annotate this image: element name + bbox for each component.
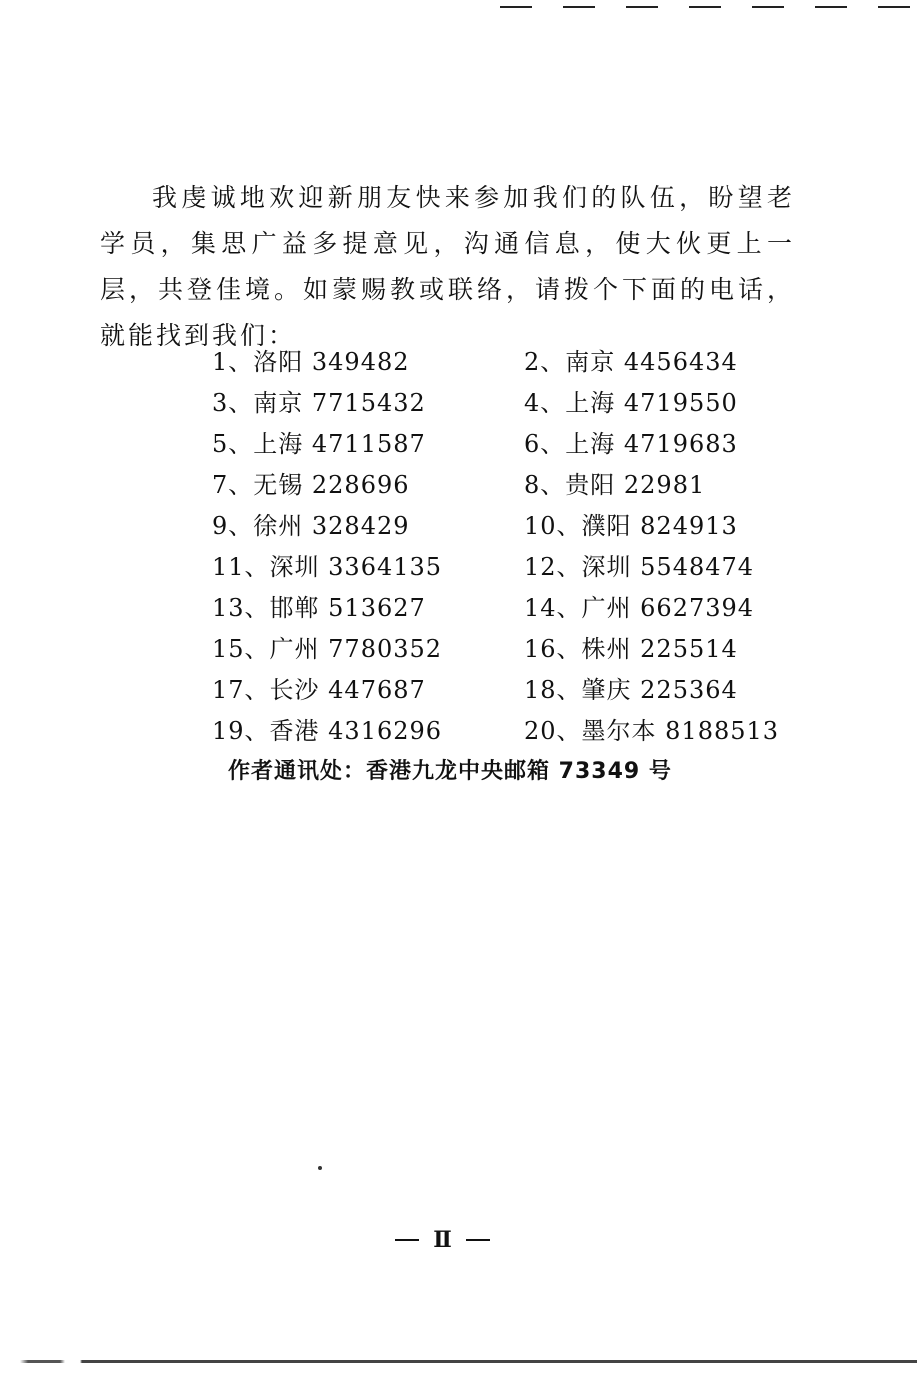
phone-entry: 16、株州 225514 [524, 635, 738, 663]
phone-entry: 12、深圳 5548474 [524, 553, 755, 581]
edge-dash [500, 6, 532, 8]
phone-entry: 1、洛阳 349482 [212, 348, 410, 376]
phone-entry: 4、上海 4719550 [524, 389, 738, 417]
edge-dash [563, 6, 595, 8]
phone-entry: 17、长沙 447687 [212, 676, 426, 704]
phone-entry: 15、广州 7780352 [212, 635, 443, 663]
phone-entry: 2、南京 4456434 [524, 348, 738, 376]
page-number-dash-left [395, 1239, 419, 1241]
intro-paragraph: 我虔诚地欢迎新朋友快来参加我们的队伍，盼望老学员，集思广益多提意见，沟通信息，使大伙更上一层，共登佳境。如蒙赐教或联络，请拨个下面的电话，就能找到我们： [100, 183, 795, 350]
phone-entry: 9、徐州 328429 [212, 512, 410, 540]
page-number-label: Ⅱ [433, 1227, 452, 1253]
phone-entry: 19、香港 4316296 [212, 717, 443, 745]
phone-entry: 18、肇庆 225364 [524, 676, 738, 704]
edge-dash [815, 6, 847, 8]
phone-entry: 3、南京 7715432 [212, 389, 426, 417]
author-address: 作者通讯处：香港九龙中央邮箱 73349 号 [228, 759, 672, 784]
stray-dot [318, 1166, 322, 1170]
phone-entry: 6、上海 4719683 [524, 430, 738, 458]
top-edge-marks [500, 6, 910, 10]
page-number [395, 1225, 490, 1255]
page-number-dash-right [466, 1239, 490, 1241]
bottom-edge-line [20, 1360, 917, 1363]
phone-entry: 5、上海 4711587 [212, 430, 426, 458]
edge-dash [878, 6, 910, 8]
phone-entry: 11、深圳 3364135 [212, 553, 443, 581]
phone-entry: 20、墨尔本 8188513 [524, 717, 780, 745]
phone-entry: 13、邯郸 513627 [212, 594, 426, 622]
edge-dash [689, 6, 721, 8]
edge-dash [626, 6, 658, 8]
phone-entry: 14、广州 6627394 [524, 594, 755, 622]
phone-entry: 7、无锡 228696 [212, 471, 410, 499]
phone-entry: 8、贵阳 22981 [524, 471, 706, 499]
edge-dash [752, 6, 784, 8]
phone-list [212, 342, 792, 752]
phone-entry: 10、濮阳 824913 [524, 512, 738, 540]
